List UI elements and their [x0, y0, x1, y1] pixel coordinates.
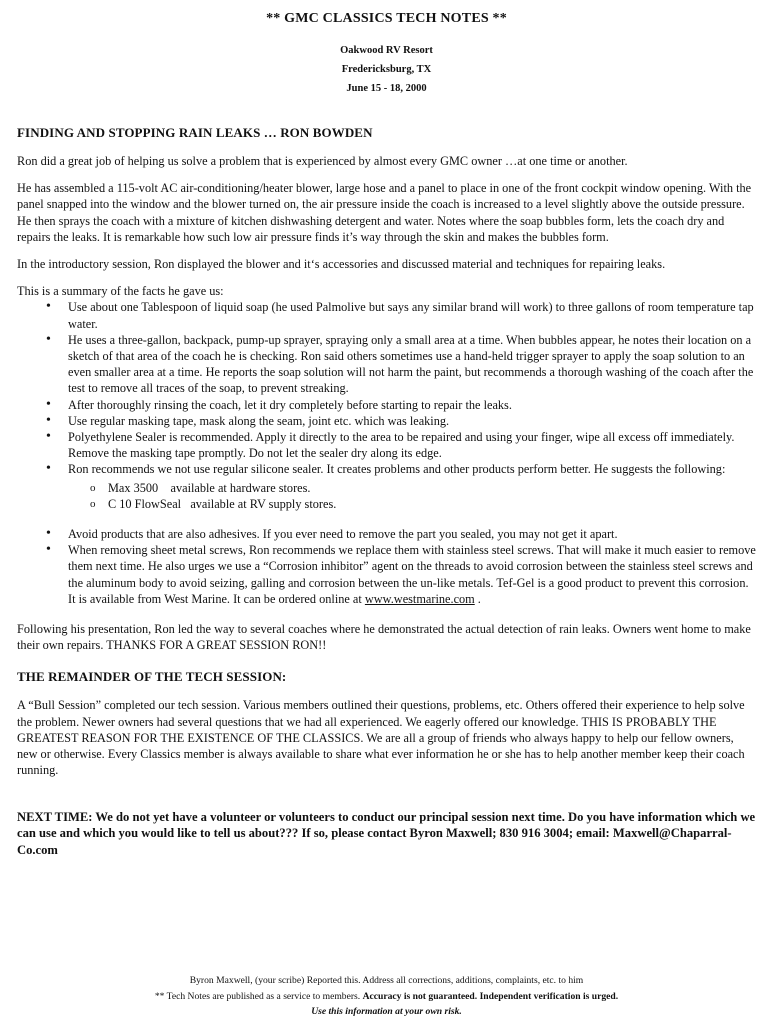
product-item: o C 10 FlowSeal available at RV supply stores. — [108, 496, 756, 512]
product-item: o Max 3500 available at hardware stores. — [108, 480, 756, 496]
list-item: • Use about one Tablespoon of liquid soap (he used Palmolive but says any similar brand will work) to three gallons of room temperature tap water. — [68, 299, 756, 331]
list-item: • He uses a three-gallon, backpack, pump-up sprayer, spraying only a small area at a time. When bubbles appear, he notes their location on a sketch of that area of the coach he is checking. Ron said others sometimes use a hand-held trigger sprayer to apply the soap solution to an even smaller area at a time. He reports the soap solution will not harm the paint, but recommends a thorough washing of the coach after the test to remove all traces of the soap, to prevent streaking. — [68, 332, 756, 397]
westmarine-link[interactable]: www.westmarine.com — [364, 591, 475, 606]
summary-bullet-list-2 — [17, 526, 756, 607]
footer-disclaimer-prefix: ** Tech Notes are published as a service to members. — [154, 990, 363, 1002]
next-time-notice: NEXT TIME: We do not yet have a volunteer or volunteers to conduct our principal session next time. Do you have information which we can use and which you would like to tell us about??? If so, please contact Byron Maxwell; 830 916 3004; email: Maxwell@Chaparral-Co.com — [17, 809, 756, 857]
list-item-silicone — [68, 461, 756, 512]
footer-risk-line: Use this information at your own risk. — [311, 1006, 462, 1017]
products-sub-list — [68, 480, 756, 512]
list-item: • Polyethylene Sealer is recommended. Apply it directly to the area to be repaired and using your finger, wipe all excess off immediately. Remove the masking tape promptly. Do not let the sealer dry along its edge. — [68, 429, 756, 461]
list-item: • Use regular masking tape, mask along the seam, joint etc. which was leaking. — [68, 413, 756, 429]
list-item-screws — [68, 542, 756, 607]
paragraph-blower: He has assembled a 115-volt AC air-conditioning/heater blower, large hose and a panel to place in one of the front cockpit window opening. With the panel snapped into the window and the blower turned on, the air pressure inside the coach is increased to a level slightly above the outside pressure. He then sprays the coach with a mixture of kitchen dishwashing detergent and water. Notes where the soap bubbles form, lets the coach dry and repairs the leaks. It is remarkable how such low air pressure finds it’s way through the skin and makes the bubbles form. — [17, 181, 752, 244]
footer — [17, 973, 756, 1020]
list-item: • Avoid products that are also adhesives. If you ever need to remove the part you sealed, you may not get it apart. — [68, 526, 756, 542]
newsletter-title: ** GMC CLASSICS TECH NOTES ** — [266, 11, 507, 26]
paragraph-summary-intro: This is a summary of the facts he gave us: — [17, 284, 224, 299]
list-item: • After thoroughly rinsing the coach, let it dry completely before starting to repair the leaks. — [68, 397, 756, 413]
paragraph-introductory-session: In the introductory session, Ron displayed the blower and it‘s accessories and discussed material and techniques for repairing leaks. — [17, 257, 666, 272]
event-info — [17, 41, 756, 98]
footer-disclaimer-line — [17, 989, 756, 1005]
footer-scribe-line: Byron Maxwell, (your scribe) Reported this. Address all corrections, additions, complaints, etc. to him — [189, 975, 584, 986]
list-item-text: When removing sheet metal screws, Ron recommends we replace them with stainless steel screws. That will make it much easier to remove them next time. He also urges we use a “Corrosion inhibitor” agent on the threads to avoid corrosion between the stainless steel screws and the aluminum body to avoid seizing, galling and corrosion between the un-like metals. Tef-Gel is a good product to prevent this corrosion. It is available from West Marine. It can be ordered online at — [68, 543, 756, 606]
summary-bullet-list — [17, 299, 756, 512]
footer-disclaimer-bold: Accuracy is not guaranteed. Independent verification is urged. — [362, 990, 619, 1002]
event-venue: Oakwood RV Resort — [340, 45, 433, 56]
paragraph-intro: Ron did a great job of helping us solve a problem that is experienced by almost every GMC owner …at one time or another. — [17, 154, 628, 168]
list-item-text: Ron recommends we not use regular silicone sealer. It creates problems and other products perform better. He suggests the following: — [68, 462, 726, 477]
event-dates: June 15 - 18, 2000 — [346, 83, 427, 94]
link-tail: . — [474, 591, 481, 606]
paragraph-bull-session: A “Bull Session” completed our tech session. Various members outlined their questions, problems, etc. Others offered their experience to help solve the problem. Newer owners had several questions that we had all experienced. We eagerly offered our knowledge. THIS IS PROBABLY THE GREATEST REASON FOR THE EXISTENCE OF THE CLASSICS. We are all a group of friends who always happy to help our fellow owners, new or otherwise. Every Classics member is always available to share what ever information he or she has to help another member keep their coach running. — [17, 698, 745, 778]
section-heading-remainder: THE REMAINDER OF THE TECH SESSION: — [17, 669, 287, 685]
section-heading-rain-leaks: FINDING AND STOPPING RAIN LEAKS … RON BOWDEN — [17, 125, 373, 140]
paragraph-following: Following his presentation, Ron led the way to several coaches where he demonstrated the actual detection of rain leaks. Owners went home to make their own repairs. THANKS FOR A GREAT SESSION RON!! — [17, 622, 751, 653]
event-city: Fredericksburg, TX — [341, 64, 432, 75]
